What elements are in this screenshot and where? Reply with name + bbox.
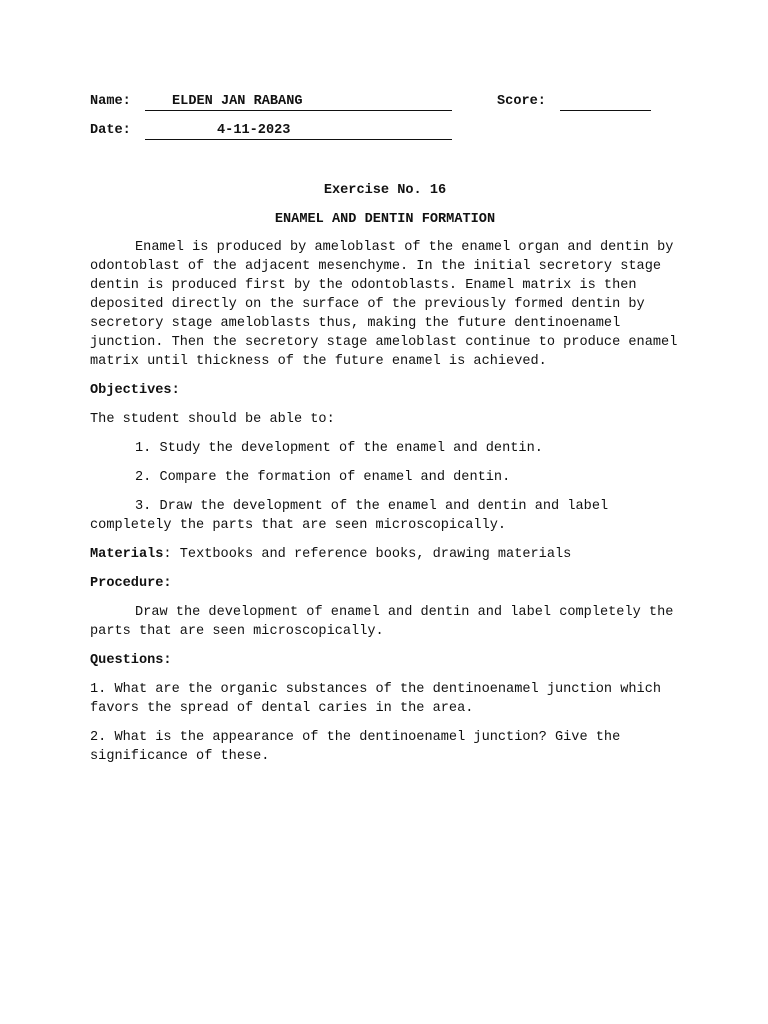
materials-heading: Materials xyxy=(90,547,164,562)
materials-line xyxy=(90,545,680,564)
objectives-lead: The student should be able to: xyxy=(90,412,335,427)
objective-item-2: 2. Compare the formation of enamel and dentin. xyxy=(135,470,511,485)
question-item-1: 1. What are the organic substances of the dentinoenamel junction which favors the spread of dental caries in the area. xyxy=(90,682,662,716)
date-value: 4-11-2023 xyxy=(217,123,291,138)
question-item-2: 2. What is the appearance of the dentinoenamel junction? Give the significance of these. xyxy=(90,730,621,764)
procedure-text: Draw the development of enamel and dentin and label completely the parts that are seen microscopically. xyxy=(90,605,674,639)
document-body xyxy=(90,181,680,776)
questions-heading: Questions: xyxy=(90,653,172,668)
materials-colon: : xyxy=(163,547,172,562)
name-label: Name: xyxy=(90,94,131,109)
date-underline xyxy=(145,123,452,140)
name-value: ELDEN JAN RABANG xyxy=(172,94,303,109)
score-underline xyxy=(560,94,651,111)
score-label: Score: xyxy=(497,94,546,109)
exercise-title: ENAMEL AND DENTIN FORMATION xyxy=(274,212,496,227)
intro-paragraph: Enamel is produced by ameloblast of the enamel organ and dentin by odontoblast of the adjacent mesenchyme. In the initial secretory stage dentin is produced first by the odontoblasts. Enamel matrix is then deposited directly on the surface of the previously formed dentin by secretory stage ameloblasts thus, making the future dentinoenamel junction. Then the secretory stage ameloblast continue to produce enamel matrix until thickness of the future enamel is achieved. xyxy=(90,240,678,369)
objective-item-1: 1. Study the development of the enamel and dentin. xyxy=(135,441,543,456)
procedure-heading: Procedure: xyxy=(90,576,172,591)
objectives-heading: Objectives: xyxy=(90,383,180,398)
objective-item-3: 3. Draw the development of the enamel and dentin and label completely the parts that are seen microscopically. xyxy=(90,499,609,533)
exercise-number: Exercise No. 16 xyxy=(323,183,447,198)
materials-text: Textbooks and reference books, drawing materials xyxy=(171,547,572,562)
date-label: Date: xyxy=(90,123,131,138)
